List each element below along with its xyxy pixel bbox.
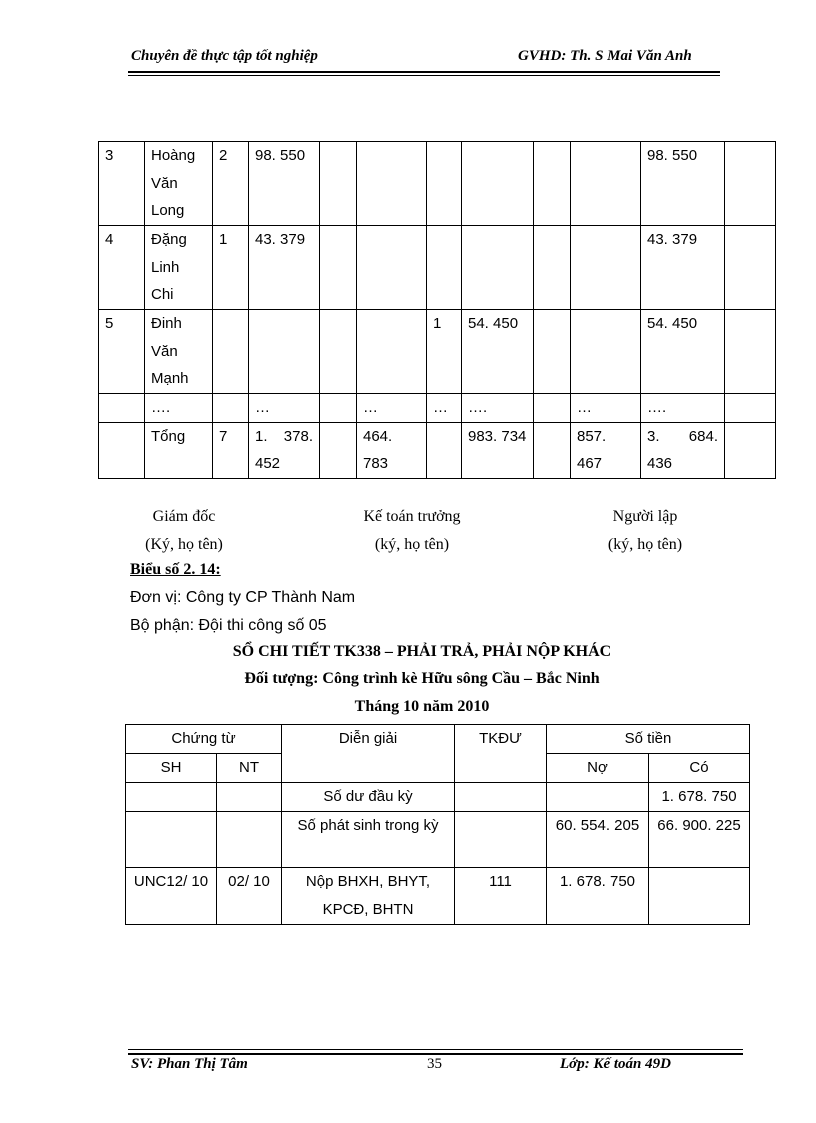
signature-note: (ký, họ tên) <box>607 536 683 553</box>
header-description: Diễn giải <box>282 725 455 783</box>
payroll-cell <box>213 394 249 423</box>
ledger-cell-debit: 60. 554. 205 <box>547 812 649 868</box>
payroll-cell <box>320 226 357 310</box>
payroll-cell <box>427 422 462 478</box>
footer-student: SV: Phan Thị Tâm <box>131 1056 248 1072</box>
payroll-cell <box>462 142 534 226</box>
header-sh: SH <box>126 754 217 783</box>
payroll-cell <box>534 422 571 478</box>
payroll-cell: 1 <box>213 226 249 310</box>
ledger-cell-debit: 1. 678. 750 <box>547 868 649 925</box>
ledger-row <box>126 812 750 868</box>
payroll-cell: 3 <box>99 142 145 226</box>
payroll-row <box>99 422 776 478</box>
payroll-cell: 1 <box>427 310 462 394</box>
payroll-cell <box>357 142 427 226</box>
payroll-cell <box>571 226 641 310</box>
payroll-cell: … <box>249 394 320 423</box>
header-nt: NT <box>217 754 282 783</box>
payroll-cell <box>725 310 776 394</box>
ledger-cell-desc: Số dư đầu kỳ <box>282 783 455 812</box>
ledger-cell-desc: Số phát sinh trong kỳ <box>282 812 455 868</box>
signature-title: Kế toán trưởng <box>363 508 461 525</box>
signature-chief-accountant <box>312 503 512 559</box>
ledger-header-row <box>126 725 750 754</box>
payroll-cell <box>320 310 357 394</box>
payroll-cell: …. <box>145 394 213 423</box>
payroll-cell <box>725 422 776 478</box>
header-debit: Nợ <box>547 754 649 783</box>
payroll-cell <box>357 310 427 394</box>
payroll-cell: 3. 684. 436 <box>641 422 725 478</box>
payroll-cell <box>249 310 320 394</box>
payroll-cell <box>725 142 776 226</box>
signature-director <box>84 503 284 559</box>
payroll-table <box>98 141 776 479</box>
page-number: 35 <box>427 1056 442 1072</box>
payroll-cell: …. <box>462 394 534 423</box>
payroll-cell: 43. 379 <box>249 226 320 310</box>
ledger-cell-acct: 111 <box>455 868 547 925</box>
payroll-cell: 54. 450 <box>641 310 725 394</box>
payroll-cell: … <box>571 394 641 423</box>
ledger-cell-credit: 66. 900. 225 <box>649 812 750 868</box>
ledger-cell-nt: 02/ 10 <box>217 868 282 925</box>
ledger-cell-nt <box>217 812 282 868</box>
ledger-cell-credit: 1. 678. 750 <box>649 783 750 812</box>
form-subject: Đối tượng: Công trình kè Hữu sông Cầu – Bắc Ninh <box>244 670 600 687</box>
header-rule-thin <box>128 75 720 76</box>
payroll-cell <box>357 226 427 310</box>
payroll-cell: 857. 467 <box>571 422 641 478</box>
payroll-cell <box>725 226 776 310</box>
footer-rule-thin <box>128 1049 743 1050</box>
payroll-cell <box>320 394 357 423</box>
signature-preparer <box>545 503 745 559</box>
payroll-cell: 5 <box>99 310 145 394</box>
header-voucher: Chứng từ <box>126 725 282 754</box>
header-amount: Số tiền <box>547 725 750 754</box>
payroll-cell <box>534 226 571 310</box>
payroll-cell: 1. 378. 452 <box>249 422 320 478</box>
payroll-cell <box>213 310 249 394</box>
form-unit: Đơn vị: Công ty CP Thành Nam <box>130 589 356 606</box>
signature-title: Người lập <box>612 508 678 525</box>
payroll-cell: 464. 783 <box>357 422 427 478</box>
payroll-cell: 4 <box>99 226 145 310</box>
payroll-cell: Đặng Linh Chi <box>145 226 213 310</box>
payroll-row <box>99 226 776 310</box>
payroll-cell: 983. 734 <box>462 422 534 478</box>
payroll-cell <box>427 226 462 310</box>
ledger-cell-sh <box>126 812 217 868</box>
payroll-cell <box>534 142 571 226</box>
ledger-cell-desc: Nộp BHXH, BHYT, KPCĐ, BHTN <box>282 868 455 925</box>
payroll-row <box>99 310 776 394</box>
ledger-cell-credit <box>649 868 750 925</box>
ledger-row <box>126 783 750 812</box>
ledger-row <box>126 868 750 925</box>
payroll-cell <box>462 226 534 310</box>
payroll-cell: Hoàng Văn Long <box>145 142 213 226</box>
payroll-cell <box>320 422 357 478</box>
form-dept: Bộ phận: Đội thi công số 05 <box>130 617 327 634</box>
form-label: Biểu số 2. 14: <box>130 561 221 578</box>
payroll-cell: Tổng <box>145 422 213 478</box>
ledger-cell-acct <box>455 812 547 868</box>
payroll-cell <box>99 394 145 423</box>
payroll-cell <box>427 142 462 226</box>
payroll-row <box>99 394 776 423</box>
ledger-cell-acct <box>455 783 547 812</box>
payroll-cell: 43. 379 <box>641 226 725 310</box>
payroll-cell: 7 <box>213 422 249 478</box>
form-title: SỔ CHI TIẾT TK338 – PHẢI TRẢ, PHẢI NỘP KHÁC <box>232 643 612 660</box>
payroll-cell <box>571 142 641 226</box>
payroll-cell: … <box>357 394 427 423</box>
payroll-cell <box>99 422 145 478</box>
payroll-cell <box>534 394 571 423</box>
payroll-cell <box>571 310 641 394</box>
form-period: Tháng 10 năm 2010 <box>354 698 490 715</box>
ledger-cell-sh: UNC12/ 10 <box>126 868 217 925</box>
payroll-cell <box>320 142 357 226</box>
payroll-cell: 98. 550 <box>249 142 320 226</box>
ledger-cell-sh <box>126 783 217 812</box>
signature-title: Giám đốc <box>152 508 216 525</box>
header-rule <box>128 71 720 73</box>
footer-rule <box>128 1053 743 1055</box>
signature-note: (Ký, họ tên) <box>145 536 223 553</box>
header-account: TKĐƯ <box>455 725 547 783</box>
header-supervisor: GVHD: Th. S Mai Văn Anh <box>518 48 692 64</box>
footer-class: Lớp: Kế toán 49D <box>560 1056 671 1072</box>
ledger-cell-nt <box>217 783 282 812</box>
payroll-cell: 54. 450 <box>462 310 534 394</box>
payroll-cell <box>534 310 571 394</box>
ledger-cell-debit <box>547 783 649 812</box>
signature-note: (ký, họ tên) <box>374 536 450 553</box>
ledger-table <box>125 724 750 925</box>
header-credit: Có <box>649 754 750 783</box>
payroll-row <box>99 142 776 226</box>
payroll-cell: 98. 550 <box>641 142 725 226</box>
payroll-cell: …. <box>641 394 725 423</box>
payroll-cell: 2 <box>213 142 249 226</box>
payroll-cell <box>725 394 776 423</box>
payroll-cell: … <box>427 394 462 423</box>
payroll-cell: Đinh Văn Mạnh <box>145 310 213 394</box>
header-title: Chuyên đề thực tập tốt nghiệp <box>131 48 318 64</box>
